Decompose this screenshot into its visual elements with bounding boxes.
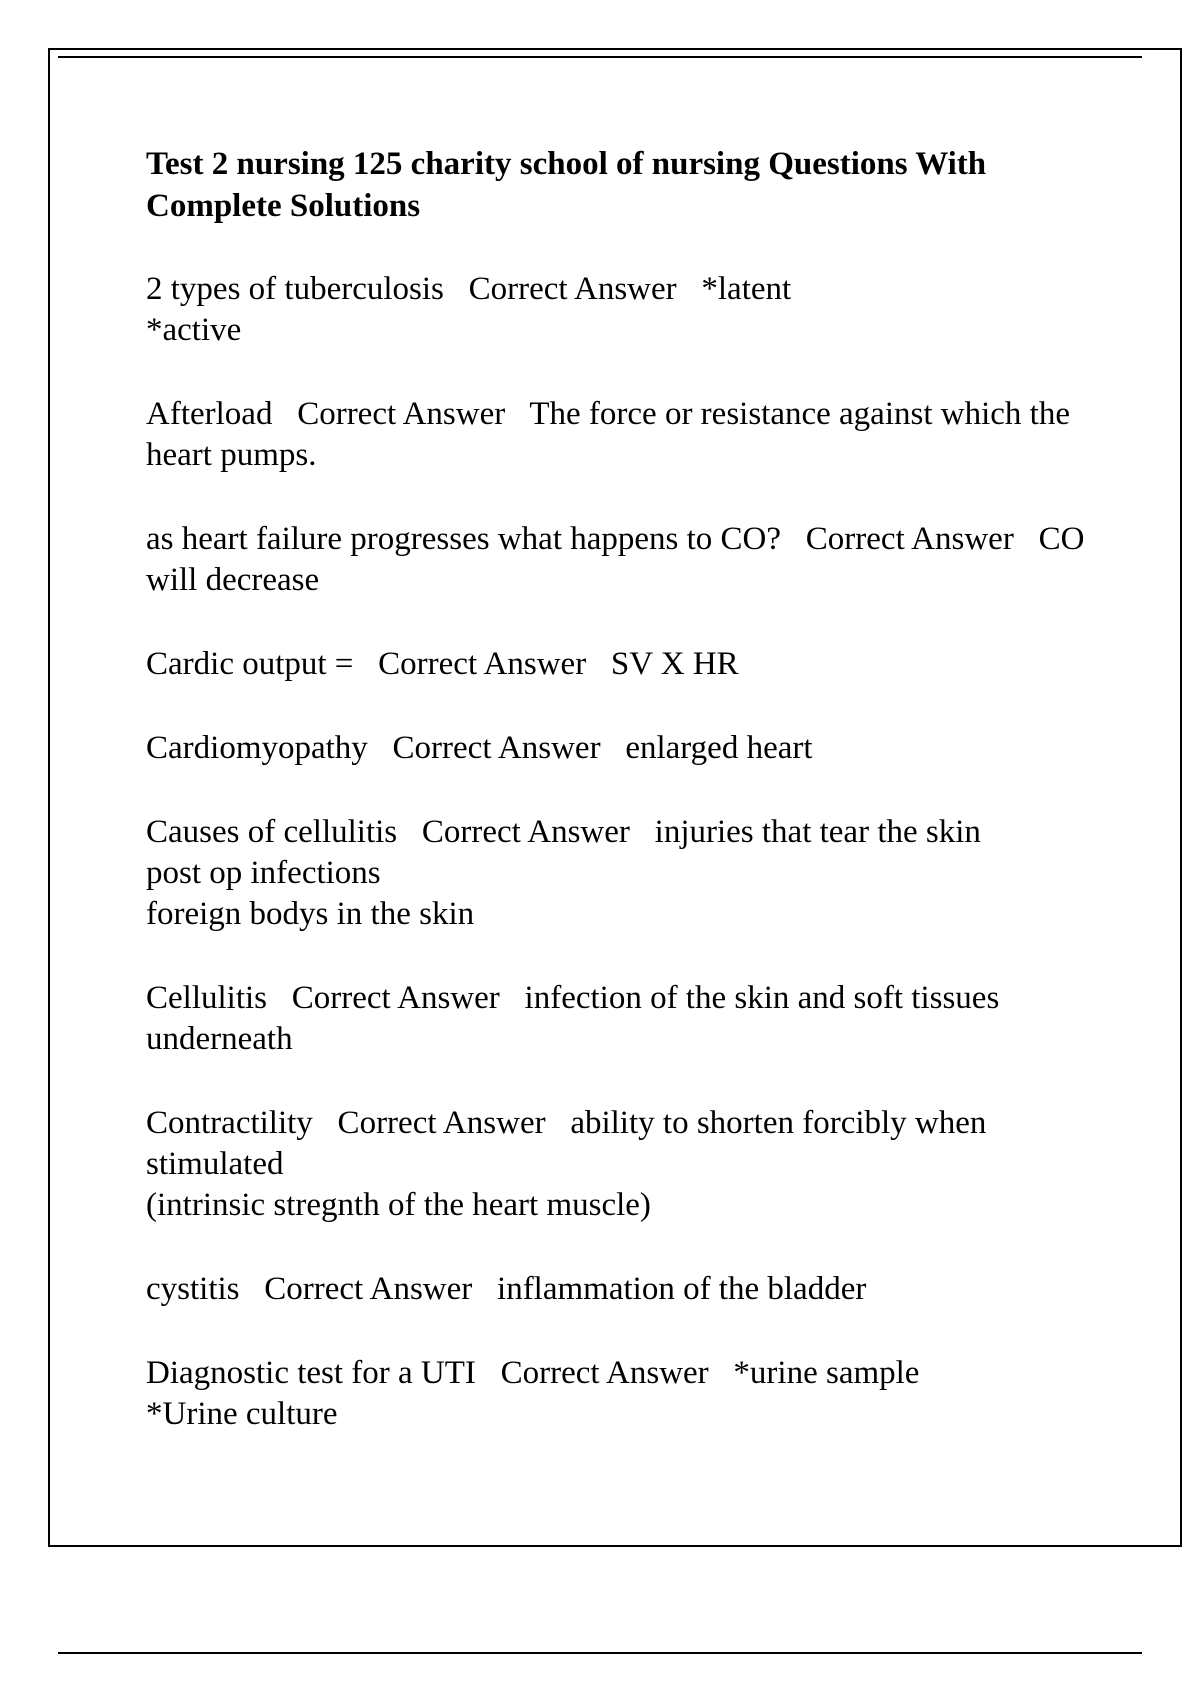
qa-item-afterload: Afterload Correct Answer The force or resistance against which the heart pumps.	[146, 396, 1079, 473]
bottom-rule-divider	[58, 1652, 1142, 1654]
document-title: Test 2 nursing 125 charity school of nursing Questions With Complete Solutions	[146, 146, 987, 224]
qa-item-cardiac-output: Cardic output = Correct Answer SV X HR	[146, 646, 739, 682]
top-rule-divider	[58, 56, 1142, 58]
qa-item-contractility: Contractility Correct Answer ability to shorten forcibly when stimulated (intrinsic stregnth of the heart muscle)	[146, 1105, 987, 1223]
qa-item-heart-failure-co: as heart failure progresses what happens to CO? Correct Answer CO will decrease	[146, 521, 1093, 598]
qa-item-tuberculosis-types: 2 types of tuberculosis Correct Answer *latent *active	[146, 271, 792, 348]
qa-item-uti-diagnostic-test: Diagnostic test for a UTI Correct Answer *urine sample *Urine culture	[146, 1355, 920, 1432]
qa-item-cardiomyopathy: Cardiomyopathy Correct Answer enlarged heart	[146, 730, 813, 766]
document-body	[146, 143, 1106, 1478]
qa-item-causes-of-cellulitis: Causes of cellulitis Correct Answer injuries that tear the skin post op infections foreign bodys in the skin	[146, 814, 981, 932]
qa-item-cystitis: cystitis Correct Answer inflammation of the bladder	[146, 1271, 867, 1307]
qa-item-cellulitis: Cellulitis Correct Answer infection of the skin and soft tissues underneath	[146, 980, 1008, 1057]
